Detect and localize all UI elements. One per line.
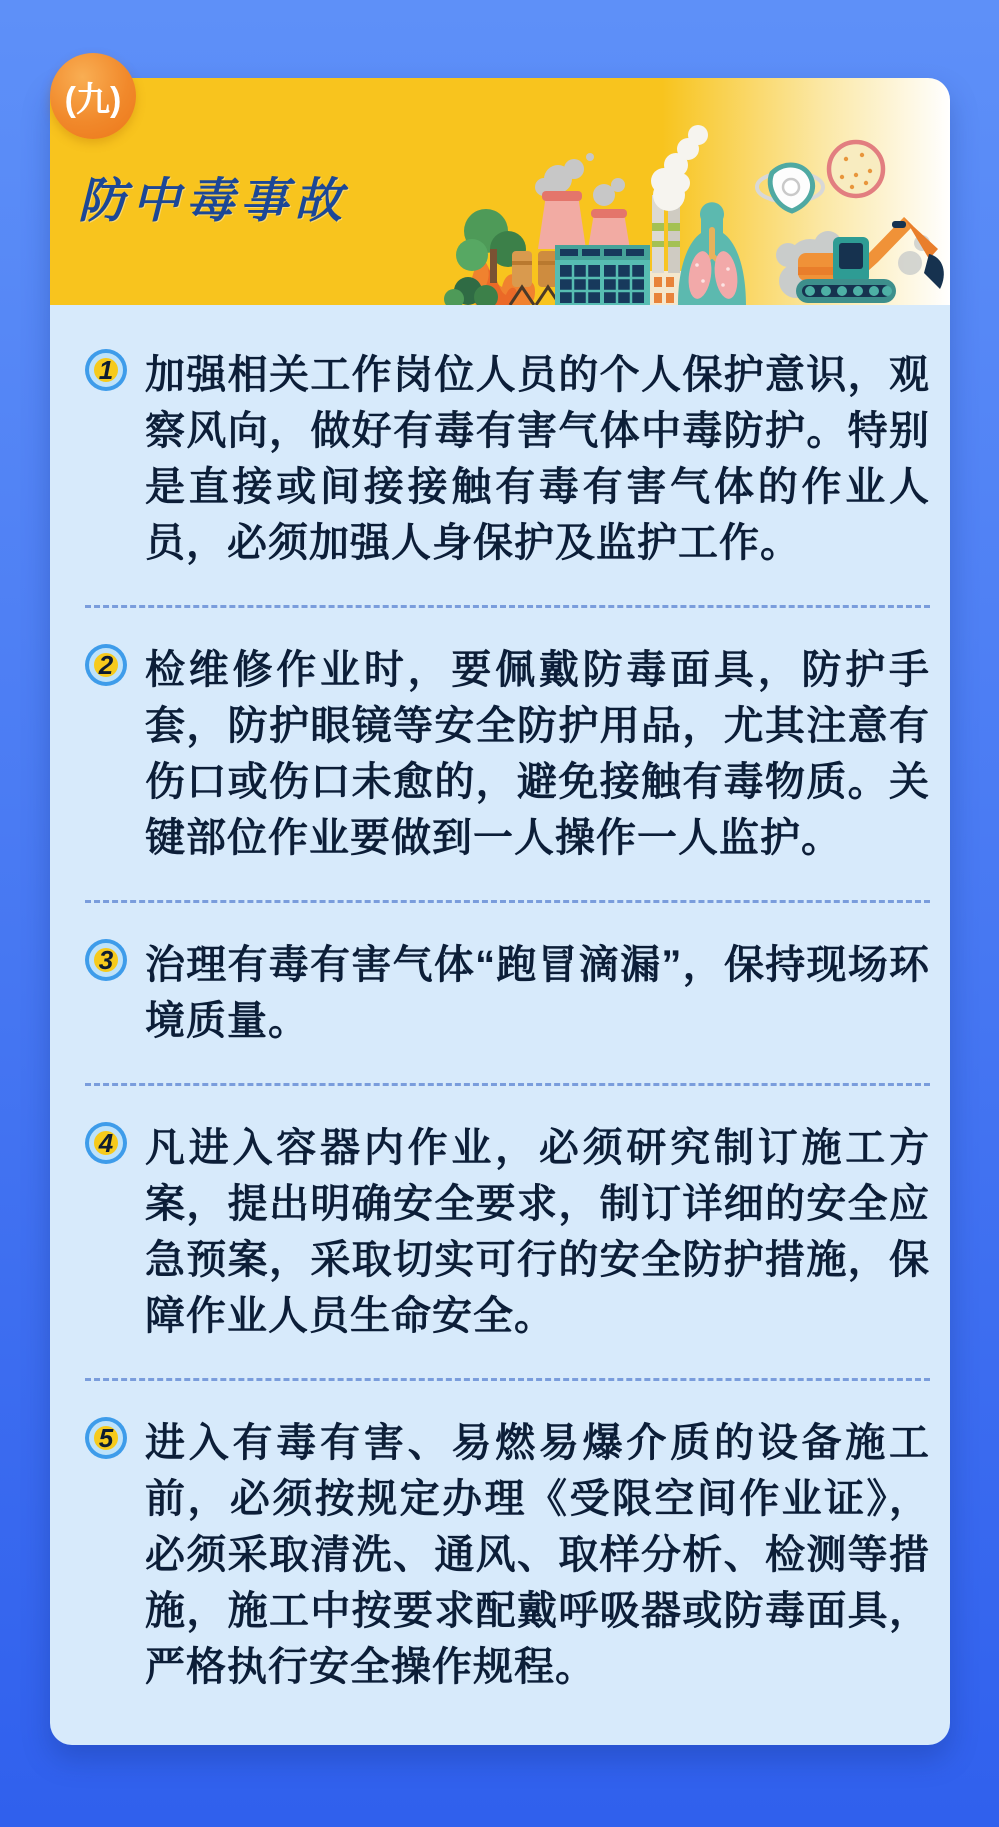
industrial-pollution-illustration <box>390 123 950 305</box>
excavator-icon <box>796 217 944 303</box>
item-text: 加强相关工作岗位人员的个人保护意识，观察风向，做好有毒有害气体中毒防护。特别是直接或间接接触有毒有害气体的作业人员，必须加强人身保护及监护工作。 <box>145 353 930 565</box>
item-number-badge: 4 <box>89 1126 123 1160</box>
white-smoke-icon <box>651 125 708 211</box>
list-item <box>85 1120 930 1344</box>
rules-list <box>50 305 950 1745</box>
list-item <box>85 1415 930 1695</box>
item-number-badge: 2 <box>89 648 123 682</box>
item-number-badge: 3 <box>89 943 123 977</box>
face-mask-icon <box>757 165 823 211</box>
item-number-badge: 1 <box>89 353 123 387</box>
item-text: 凡进入容器内作业，必须研究制订施工方案，提出明确安全要求，制订详细的安全应急预案，采取切实可行的安全防护措施，保障作业人员生命安全。 <box>145 1126 930 1338</box>
item-text: 治理有毒有害气体“跑冒滴漏”，保持现场环境质量。 <box>145 943 930 1043</box>
list-item <box>85 642 930 866</box>
dust-particle-icon <box>829 142 883 196</box>
item-text: 进入有毒有害、易燃易爆介质的设备施工前，必须按规定办理《受限空间作业证》，必须采取清洗、通风、取样分析、检测等措施，施工中按要求配戴呼吸器或防毒面具，严格执行安全操作规程。 <box>145 1421 930 1689</box>
page-title: 防中毒事故 <box>78 175 349 228</box>
item-text: 检维修作业时，要佩戴防毒面具，防护手套，防护眼镜等安全防护用品，尤其注意有伤口或伤口未愈的，避免接触有毒物质。关键部位作业要做到一人操作一人监护。 <box>145 648 930 860</box>
header-banner <box>50 78 950 305</box>
dashed-divider <box>85 900 930 903</box>
dashed-divider <box>85 1378 930 1381</box>
section-number-badge: (九) <box>50 53 136 139</box>
respiratory-system-icon <box>678 202 746 305</box>
content-card <box>50 78 950 1745</box>
item-number-badge: 5 <box>89 1421 123 1455</box>
dashed-divider <box>85 605 930 608</box>
list-item <box>85 347 930 571</box>
dashed-divider <box>85 1083 930 1086</box>
list-item <box>85 937 930 1049</box>
cooling-towers-icon <box>538 191 630 249</box>
